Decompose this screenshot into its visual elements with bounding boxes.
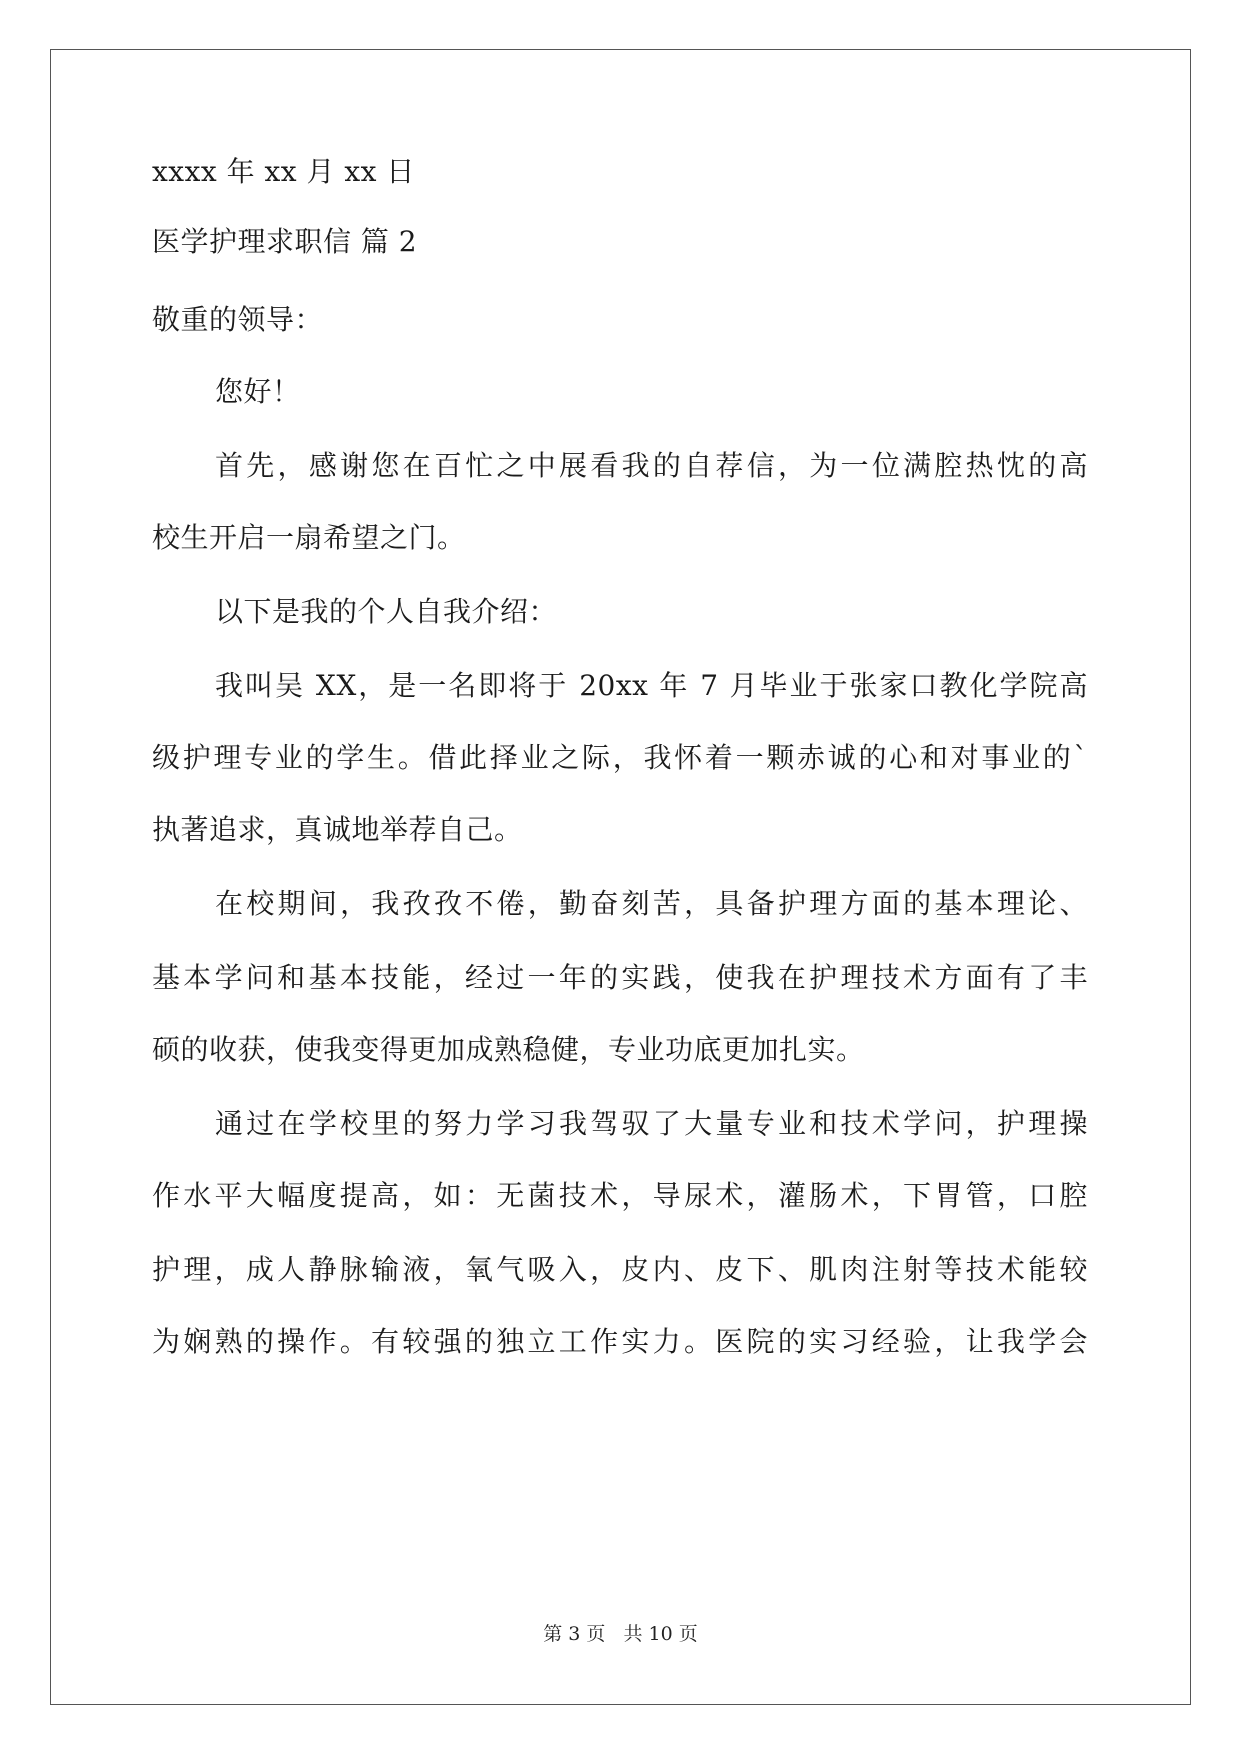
body-line: 作水平大幅度提高，如：无菌技术，导尿术，灌肠术，下胃管，口腔 [152,1179,1088,1212]
body-line: 首先，感谢您在百忙之中展看我的自荐信，为一位满腔热忱的高 [215,449,1088,482]
salutation: 敬重的领导： [152,303,324,336]
section-title: 医学护理求职信 篇 2 [152,225,418,258]
greeting: 您好！ [215,375,301,408]
date-line: xxxx 年 xx 月 xx 日 [152,155,415,188]
body-line: 校生开启一扇希望之门。 [152,521,466,554]
body-line: 基本学问和基本技能，经过一年的实践，使我在护理技术方面有了丰 [152,961,1088,994]
body-line: 在校期间，我孜孜不倦，勤奋刻苦，具备护理方面的基本理论、 [215,887,1088,920]
body-line: 级护理专业的学生。借此择业之际，我怀着一颗赤诚的心和对事业的` [152,741,1088,774]
page-number-total: 共 10 页 [623,1623,698,1645]
page-frame [50,49,1191,1705]
body-line: 以下是我的个人自我介绍： [215,595,558,628]
body-line: 为娴熟的操作。有较强的独立工作实力。医院的实习经验，让我学会 [152,1325,1088,1358]
body-line: 我叫吴 XX，是一名即将于 20xx 年 7 月毕业于张家口教化学院高 [215,669,1088,702]
page-footer [0,1622,1241,1646]
body-line: 执著追求，真诚地举荐自己。 [152,813,523,846]
body-line: 硕的收获，使我变得更加成熟稳健，专业功底更加扎实。 [152,1033,865,1066]
page-number-current: 第 3 页 [543,1623,606,1645]
body-line: 通过在学校里的努力学习我驾驭了大量专业和技术学问，护理操 [215,1107,1088,1140]
body-line: 护理，成人静脉输液，氧气吸入，皮内、皮下、肌肉注射等技术能较 [152,1253,1088,1286]
